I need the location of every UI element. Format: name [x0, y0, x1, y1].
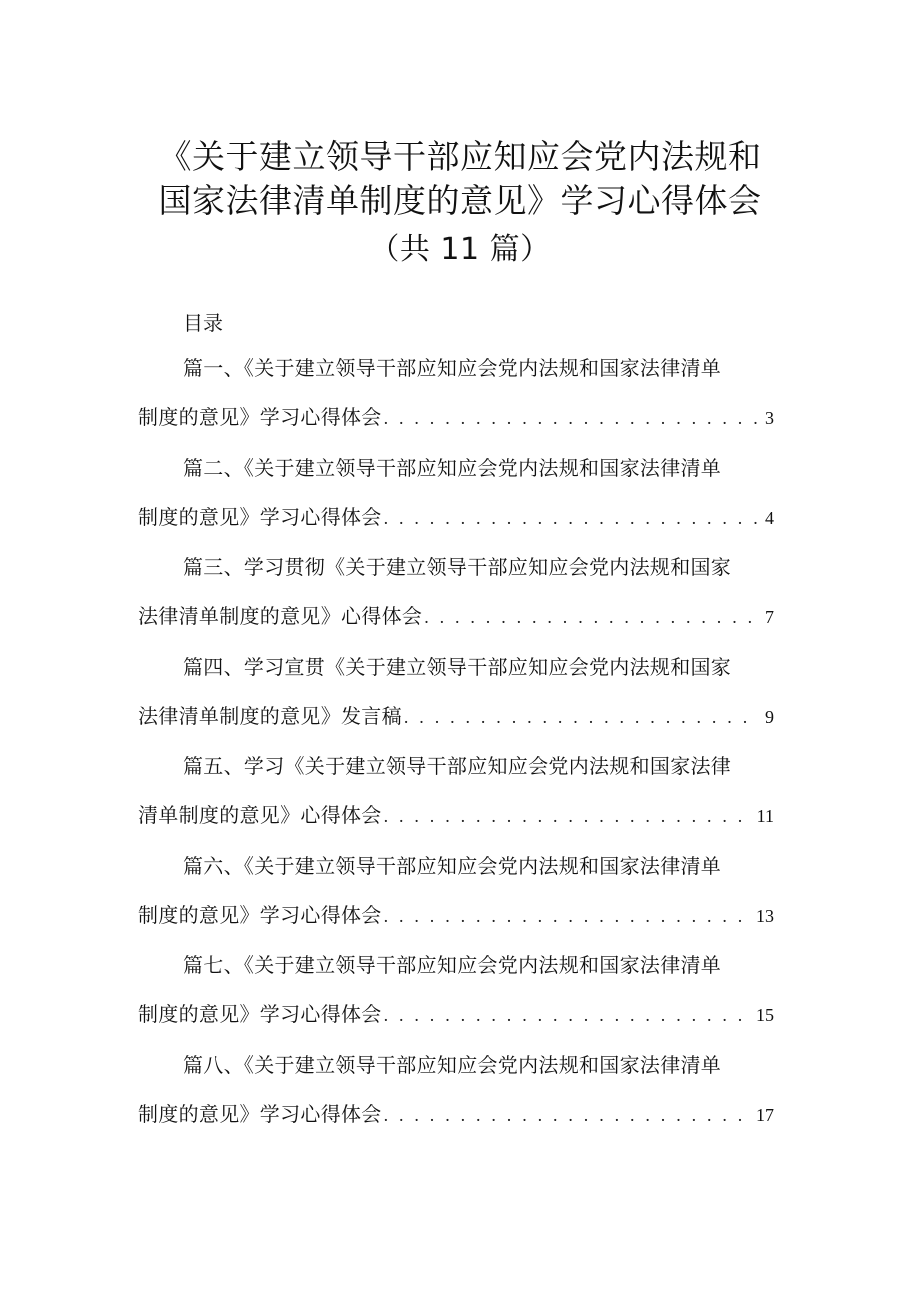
- toc-entry-title-line-2: [138, 401, 774, 430]
- toc-leader-dots: [384, 806, 751, 827]
- document-title-line-2: 国家法律清单制度的意见》学习心得体会: [158, 181, 762, 220]
- toc-page-number: 3: [765, 408, 774, 428]
- toc-page-number: 13: [756, 905, 774, 926]
- toc-entry-title-tail: 法律清单制度的意见》发言稿: [138, 703, 402, 728]
- toc-entry-title-tail: 清单制度的意见》心得体会: [138, 803, 382, 827]
- toc-entry-title-line-1: 篇五、学习《关于建立领导干部应知应会党内法规和国家法律: [183, 754, 732, 778]
- toc-entry-title-line-2: [138, 501, 774, 530]
- toc-page-number: 9: [765, 706, 774, 727]
- toc-page-number: 4: [765, 507, 774, 528]
- toc-entry-title-tail: 制度的意见》学习心得体会: [138, 504, 382, 529]
- toc-entry-title-line-1: 篇四、学习宣贯《关于建立领导干部应知应会党内法规和国家: [183, 654, 732, 679]
- toc-leader-dots: [384, 906, 750, 927]
- toc-entry-7[interactable]: [138, 949, 774, 1049]
- toc-entry-1[interactable]: [138, 352, 774, 452]
- toc-entry-title-line-1: 篇三、学习贯彻《关于建立领导干部应知应会党内法规和国家: [183, 555, 732, 579]
- toc-leader-dots: [384, 408, 759, 429]
- toc-entry-title-line-2: [138, 899, 774, 928]
- toc-entry-8[interactable]: [138, 1049, 774, 1149]
- toc-leader-dots: [424, 607, 759, 628]
- toc-entry-title-line-2: [138, 998, 774, 1027]
- toc-page-number: 7: [765, 607, 774, 627]
- toc-entry-title-line-1: 篇二、《关于建立领导干部应知应会党内法规和国家法律清单: [183, 455, 722, 480]
- toc-entry-title-line-2: [138, 600, 774, 629]
- table-of-contents: [138, 352, 774, 1148]
- toc-leader-dots: [384, 508, 759, 529]
- toc-entry-title-tail: 制度的意见》学习心得体会: [138, 1101, 382, 1126]
- toc-entry-title-tail: 制度的意见》学习心得体会: [138, 405, 382, 429]
- toc-entry-2[interactable]: [138, 452, 774, 552]
- toc-entry-title-tail: 制度的意见》学习心得体会: [138, 1002, 382, 1026]
- toc-entry-6[interactable]: [138, 850, 774, 950]
- toc-leader-dots: [384, 1105, 750, 1126]
- document-title-line-1: 《关于建立领导干部应知应会党内法规和: [158, 137, 762, 176]
- toc-entry-title-line-2: [138, 700, 774, 729]
- toc-entry-title-tail: 制度的意见》学习心得体会: [138, 902, 382, 927]
- toc-page-number: 11: [756, 806, 774, 826]
- toc-entry-5[interactable]: [138, 750, 774, 850]
- toc-leader-dots: [404, 707, 759, 728]
- toc-entry-title-line-1: 篇七、《关于建立领导干部应知应会党内法规和国家法律清单: [183, 953, 722, 977]
- toc-entry-4[interactable]: [138, 651, 774, 751]
- toc-entry-title-line-2: [138, 799, 774, 828]
- toc-entry-title-tail: 法律清单制度的意见》心得体会: [138, 604, 423, 628]
- document-title-count: （共 11 篇）: [369, 232, 551, 267]
- toc-entry-title-line-1: 篇八、《关于建立领导干部应知应会党内法规和国家法律清单: [183, 1052, 722, 1077]
- toc-entry-title-line-1: 篇六、《关于建立领导干部应知应会党内法规和国家法律清单: [183, 853, 722, 878]
- toc-entry-title-line-1: 篇一、《关于建立领导干部应知应会党内法规和国家法律清单: [183, 356, 722, 380]
- toc-entry-title-line-2: [138, 1098, 774, 1127]
- toc-entry-3[interactable]: [138, 551, 774, 651]
- toc-page-number: 17: [756, 1104, 774, 1125]
- toc-heading: 目录: [183, 311, 223, 335]
- toc-page-number: 15: [756, 1005, 774, 1025]
- toc-leader-dots: [384, 1005, 750, 1026]
